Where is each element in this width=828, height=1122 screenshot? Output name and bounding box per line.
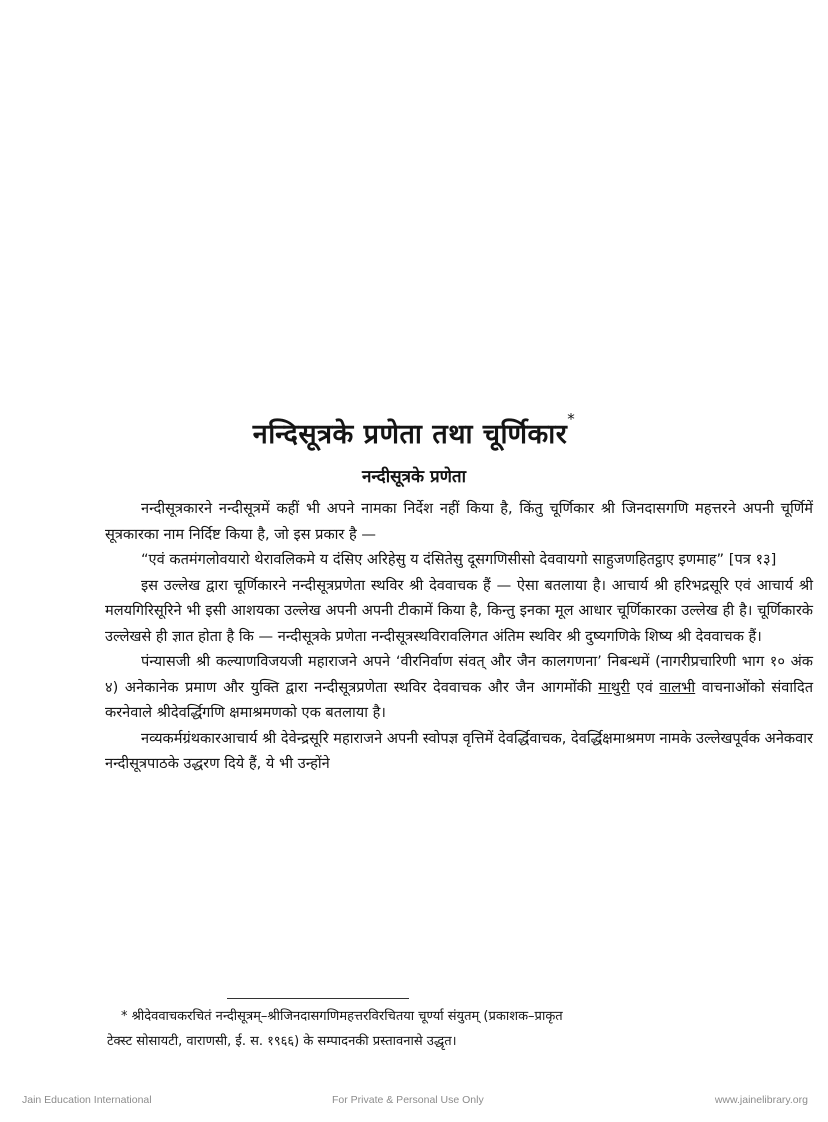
footnote-line-1: * श्रीदेववाचकरचितं नन्दीसूत्रम्–श्रीजिनदासगणिमहत्तरविरचितया चूर्ण्या संयुतम् (प्रकाशक–प्राकृत [121,1009,563,1024]
title-text: नन्दिसूत्रके प्रणेता तथा चूर्णिकार [252,419,568,450]
text-span: एवं [629,678,660,696]
paragraph-1: नन्दीसूत्रकारने नन्दीसूत्रमें कहीं भी अपने नामका निर्देश नहीं किया है, किंतु चूर्णिकार श्री जिनदासगणि महत्तरने अपनी चूर्णिमें सूत्रकारका नाम निर्दिष्ट किया है, जो इस प्रकार है — [105,500,813,543]
paragraph-3 [105,649,813,726]
text-span: पंन्यासजी श्री कल्याणविजयजी महाराजने अपने ‘वीरनिर्वाण संवत् और जैन कालगणना’ निबन्धमें (नागरीप्रचारिणी भाग १० अंक ४) अनेकानेक प्रमाण और युक्ति द्वारा नन्दीसूत्रप्रणेता स्थविर देववाचक और जैन आगमोंकी [105,653,813,696]
footnote-line-2: टेक्स्ट सोसायटी, वाराणसी, ई. स. १९६६) के सम्पादनकी प्रस्तावनासे उद्धृत। [107,1034,457,1049]
watermark-center: For Private & Personal Use Only [332,1094,484,1106]
footnote-divider [227,998,409,999]
page-title [0,410,828,451]
watermark-right: www.jainelibrary.org [714,1094,808,1106]
body-text [105,496,813,777]
paragraph-quote: “एवं कतमंगलोवयारो थेरावलिकमे य दंसिए अरिहेसु य दंसितेसु दूसगणिसीसो देववायगो साहुजणहितट्ठाए इणमाह” [पत्र १३] [141,551,777,568]
paragraph-2: इस उल्लेख द्वारा चूर्णिकारने नन्दीसूत्रप्रणेता स्थविर श्री देववाचक हैं — ऐसा बतलाया है। आचार्य श्री हरिभद्रसूरि एवं आचार्य श्री मलयगिरिसूरिने भी इसी आशयका उल्लेख अपनी अपनी टीकामें किया है, किन्तु इनका मूल आधार चूर्णिकारका उल्लेख ही है। चूर्णिकारके उल्लेखसे ही ज्ञात होता है कि — नन्दीसूत्रके प्रणेता नन्दीसूत्रस्थविरावलिगत अंतिम स्थविर श्री दुष्यगणिके शिष्य श्री देववाचक हैं। [105,576,813,645]
footnote-marker: * [567,410,576,428]
section-heading: नन्दीसूत्रके प्रणेता [361,467,467,487]
watermark-left: Jain Education International [22,1094,152,1106]
underlined-term-valabhi: वालभी [659,678,696,696]
underlined-term-mathuri: माथुरी [598,678,630,696]
text-span: वाचनाओंको संवादित करनेवाले श्रीदेवर्द्धिगणि क्षमाश्रमणको एक बतलाया है। [105,678,814,721]
footnote [107,1004,813,1054]
paragraph-4: नव्यकर्मग्रंथकारआचार्य श्री देवेन्द्रसूरि महाराजने अपनी स्वोपज्ञ वृत्तिमें देवर्द्धिवाचक, देवर्द्धिक्षमाश्रमण नामके उल्लेखपूर्वक अनेकवार नन्दीसूत्रपाठके उद्धरण दिये हैं, ये भी उन्होंने [105,729,813,772]
